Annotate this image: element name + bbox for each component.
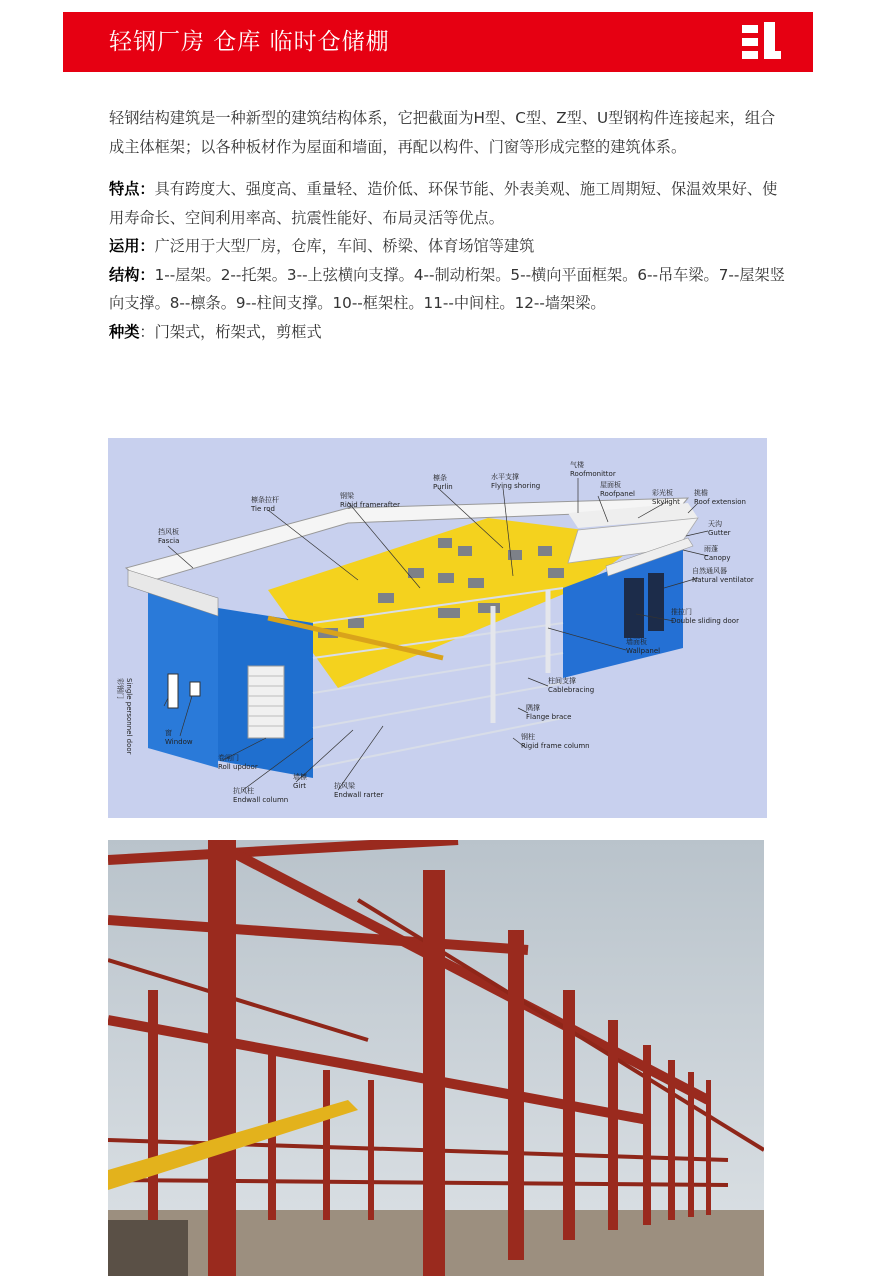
- diagram-label: 窗: [165, 729, 172, 737]
- features-paragraph: [109, 175, 789, 232]
- diagram-label: Natural ventilator: [692, 576, 754, 584]
- diagram-label: 钢梁: [340, 492, 354, 500]
- features-label: 特点：: [109, 180, 155, 198]
- article-body: [109, 104, 789, 346]
- diagram-label: 隅撑: [526, 704, 540, 712]
- diagram-label: Flange brace: [526, 713, 572, 721]
- intro-paragraph: 轻钢结构建筑是一种新型的建筑结构体系，它把截面为H型、C型、Z型、U型钢构件连接起来，组合成主体框架；以各种板材作为屋面和墙面，再配以构件、门窗等形成完整的建筑体系。: [109, 109, 776, 156]
- diagram-label: Fascia: [158, 537, 180, 545]
- diagram-label: 自然通风器: [692, 567, 727, 575]
- diagram-label: 檩条拉杆: [251, 496, 279, 504]
- diagram-label: Tie rod: [251, 505, 275, 513]
- diagram-label: Canopy: [704, 554, 731, 562]
- diagram-label: 柱间支撑: [548, 677, 576, 685]
- diagram-label: Roof extension: [694, 498, 746, 506]
- usage-paragraph: [109, 232, 789, 261]
- diagram-label: 气楼: [570, 461, 584, 469]
- diagram-label: Purlin: [433, 483, 453, 491]
- building-structure-diagram: [108, 438, 767, 818]
- usage-text: 广泛用于大型厂房，仓库，车间、桥梁、体育场馆等建筑: [154, 237, 535, 255]
- header-banner: [63, 12, 813, 72]
- structure-text: 1--屋架。2--托架。3--上弦横向支撑。4--制动桁架。5--横向平面框架。6--吊车梁。7--屋架竖向支撑。8--檩条。9--柱间支撑。10--框架柱。11--中间柱。12--墙架梁。: [109, 265, 785, 312]
- diagram-label: 钢柱: [521, 733, 535, 741]
- types-label: 种类: [109, 322, 140, 341]
- diagram-label: Endwall rarter: [334, 791, 384, 799]
- diagram-label: 抗风梁: [334, 782, 355, 790]
- diagram-label: 彩钢门: [116, 678, 124, 699]
- diagram-label: 天沟: [708, 520, 722, 528]
- diagram-label: 屋面板: [600, 481, 621, 489]
- diagram-label: Roofpanel: [600, 490, 635, 498]
- diagram-label: 彩光板: [652, 489, 673, 497]
- diagram-label: 雨蓬: [704, 545, 718, 553]
- diagram-label: Endwall column: [233, 796, 289, 804]
- diagram-label: 卷闸门: [218, 754, 239, 762]
- diagram-label: 挡风板: [158, 528, 179, 536]
- steel-frame-photo: [108, 840, 764, 1276]
- diagram-label: Double sliding door: [671, 617, 739, 625]
- diagram-label: 水平支撑: [491, 473, 519, 481]
- diagram-label: Flying shoring: [491, 482, 541, 490]
- diagram-label: 抗风柱: [233, 787, 254, 795]
- diagram-label: Gutter: [708, 529, 731, 537]
- diagram-label: Rigid framerafter: [340, 501, 401, 509]
- structure-paragraph: [109, 261, 789, 318]
- diagram-label: 墙面板: [626, 638, 647, 646]
- diagram-label: 墙檩: [293, 773, 307, 781]
- brand-logo-icon: [742, 22, 782, 62]
- types-paragraph: [109, 318, 789, 347]
- diagram-label: Cablebracing: [548, 686, 595, 694]
- diagram-label: Roll updoor: [218, 763, 258, 771]
- features-text: 具有跨度大、强度高、重量轻、造价低、环保节能、外表美观、施工周期短、保温效果好、使用寿命长、空间利用率高、抗震性能好、布局灵活等优点。: [109, 180, 778, 227]
- types-text: ：门架式，桁架式，剪框式: [139, 322, 322, 341]
- page-title: 轻钢厂房 仓库 临时仓储棚: [109, 29, 390, 55]
- diagram-label: Roofmonittor: [570, 470, 616, 478]
- diagram-label: 檩条: [433, 474, 447, 482]
- usage-label: 运用：: [109, 237, 155, 255]
- structure-label: 结构：: [109, 265, 155, 284]
- diagram-label: Single personnel door: [125, 678, 133, 755]
- diagram-label: 推拉门: [671, 608, 692, 616]
- diagram-label: Wallpanel: [626, 647, 661, 655]
- diagram-label: Window: [165, 738, 193, 746]
- diagram-label: Girt: [293, 782, 306, 790]
- diagram-label: Rigid frame column: [521, 742, 590, 750]
- diagram-label: 挑檐: [694, 489, 708, 497]
- diagram-label: Skylight: [652, 498, 680, 506]
